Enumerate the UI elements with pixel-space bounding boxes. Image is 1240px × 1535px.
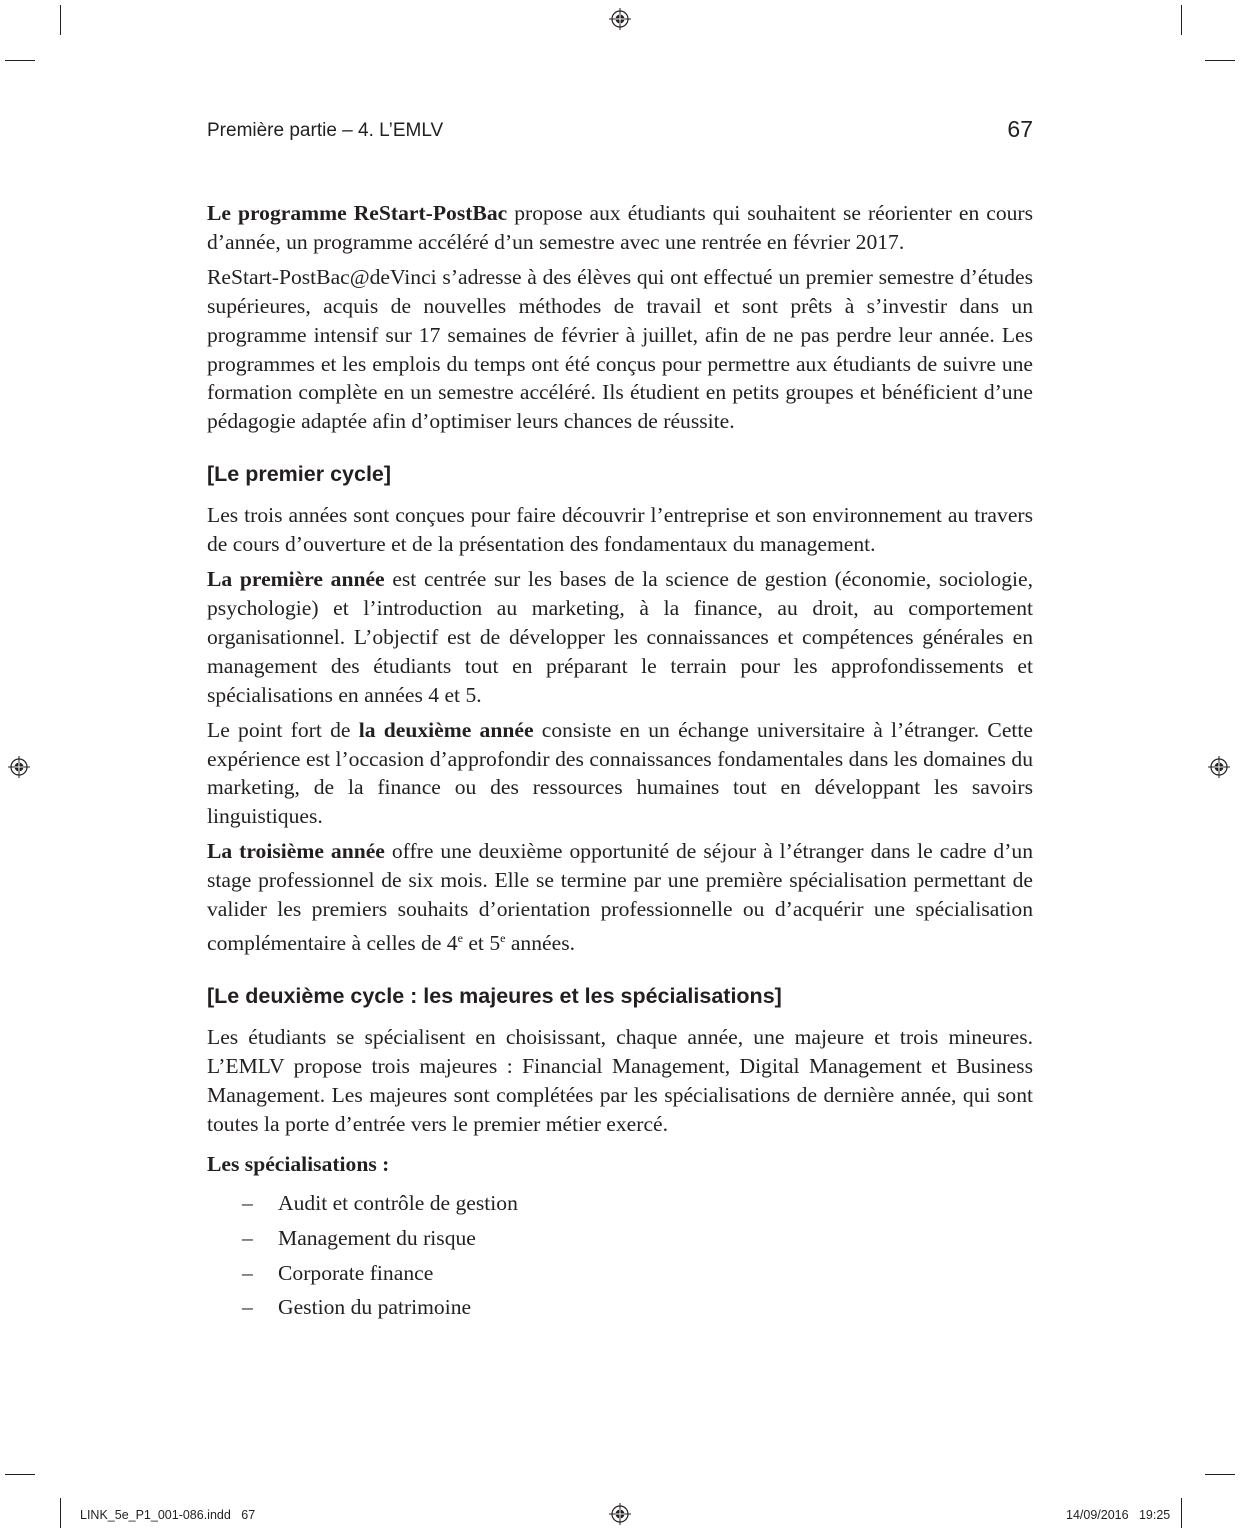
registration-mark-icon xyxy=(609,8,631,30)
crop-mark xyxy=(1181,1498,1182,1528)
section-heading-premier-cycle: [Le premier cycle] xyxy=(207,462,392,487)
crop-mark xyxy=(1205,60,1235,61)
page-number: 67 xyxy=(1007,116,1033,142)
paragraph-text: offre une deuxième opportunité de séjour à l’étranger dans le cadre d’un stage professionnel de six mois. Elle se termine par une première spécialisation permettant de valider les premiers souhaits d’orientation professionnelle ou d’acquérir une spécialisation complémentaire à celles de 4 xyxy=(207,839,1033,955)
paragraph-text: Le point fort de xyxy=(207,717,359,742)
list-item-label: Gestion du patrimoine xyxy=(278,1295,472,1320)
premier-cycle-paragraph-3 xyxy=(207,716,1033,832)
crop-mark xyxy=(60,5,61,35)
superscript: e xyxy=(500,930,506,945)
crop-mark xyxy=(1181,5,1182,35)
running-head-title: Première partie – 4. L’EMLV xyxy=(207,120,444,141)
dash-bullet: – xyxy=(242,1191,253,1216)
paragraph-text: propose aux étudiants qui souhaitent se réorienter en cours d’année, un programme accéléré d’un semestre avec une rentrée en février 2017. xyxy=(207,201,1034,254)
registration-mark-icon xyxy=(8,756,30,778)
list-item-label: Management du risque xyxy=(278,1226,476,1251)
page-body xyxy=(207,199,1033,1325)
dash-bullet: – xyxy=(242,1226,253,1251)
intro-paragraph-1 xyxy=(207,199,1033,257)
list-item xyxy=(207,1221,1033,1256)
bold-term: Le programme ReStart-PostBac xyxy=(207,201,508,225)
list-item xyxy=(207,1290,1033,1325)
list-item xyxy=(207,1256,1033,1291)
paragraph-text: consiste en un échange universitaire à l’étranger. Cette expérience est l’occasion d’approfondir des connaissances fondamentales dans les domaines du marketing, de la finance ou des ressources humaines tout en développant les savoirs linguistiques. xyxy=(207,717,1033,829)
specialisations-list xyxy=(207,1186,1033,1324)
list-title: Les spécialisations : xyxy=(207,1152,390,1177)
premier-cycle-paragraph-4 xyxy=(207,837,1033,958)
superscript: e xyxy=(457,930,463,945)
paragraph-text: et 5 xyxy=(462,930,501,955)
list-item-label: Audit et contrôle de gestion xyxy=(278,1191,518,1216)
section-heading-deuxieme-cycle: [Le deuxième cycle : les majeures et les spécialisations] xyxy=(207,983,782,1008)
slug-date: 14/09/2016 19:25 xyxy=(1066,1508,1171,1522)
bold-term: la deuxième année xyxy=(358,717,534,742)
crop-mark xyxy=(1205,1474,1235,1475)
paragraph-text: années. xyxy=(505,930,576,955)
intro-paragraph-2: ReStart-PostBac@deVinci s’adresse à des élèves qui ont effectué un premier semestre d’études supérieures, acquis de nouvelles méthodes de travail et sont prêts à s’investir dans un programme intensif sur 17 semaines de février à juillet, afin de ne pas perdre leur année. Les programmes et les emplois du temps ont été conçus pour permettre aux étudiants de suivre une formation complète en un semestre accéléré. Ils étudient en petits groupes et bénéficient d’une pédagogie adaptée afin d’optimiser leurs chances de réussite. xyxy=(207,264,1033,434)
paragraph-text: est centrée sur les bases de la science de gestion (économie, sociologie, psychologie) et l’introduction au marketing, à la finance, au droit, au comportement organisationnel. L’objectif est de développer les connaissances et compétences générales en management des étudiants tout en préparant le terrain pour les approfondissements et spécialisations en années 4 et 5. xyxy=(207,567,1033,707)
list-item-label: Corporate finance xyxy=(278,1260,434,1285)
list-item xyxy=(207,1186,1033,1221)
deuxieme-cycle-paragraph-1: Les étudiants se spécialisent en choisissant, chaque année, une majeure et trois mineures. L’EMLV propose trois majeures : Financial Management, Digital Management et Business Management. Les majeures sont complétées par les spécialisations de dernière année, qui sont toutes la porte d’entrée vers le premier métier exercé. xyxy=(207,1024,1033,1136)
dash-bullet: – xyxy=(242,1260,253,1285)
registration-mark-icon xyxy=(1208,756,1230,778)
crop-mark xyxy=(5,1474,35,1475)
slug-filename: LINK_5e_P1_001-086.indd 67 xyxy=(80,1508,256,1522)
crop-mark xyxy=(5,60,35,61)
bold-term: La troisième année xyxy=(207,839,385,864)
premier-cycle-paragraph-1: Les trois années sont conçues pour faire découvrir l’entreprise et son environnement au travers de cours d’ouverture et de la présentation des fondamentaux du management. xyxy=(207,503,1033,557)
dash-bullet: – xyxy=(242,1295,253,1320)
bold-term: La première année xyxy=(207,567,385,592)
premier-cycle-paragraph-2 xyxy=(207,565,1033,710)
crop-mark xyxy=(60,1498,61,1528)
registration-mark-icon xyxy=(609,1503,631,1525)
